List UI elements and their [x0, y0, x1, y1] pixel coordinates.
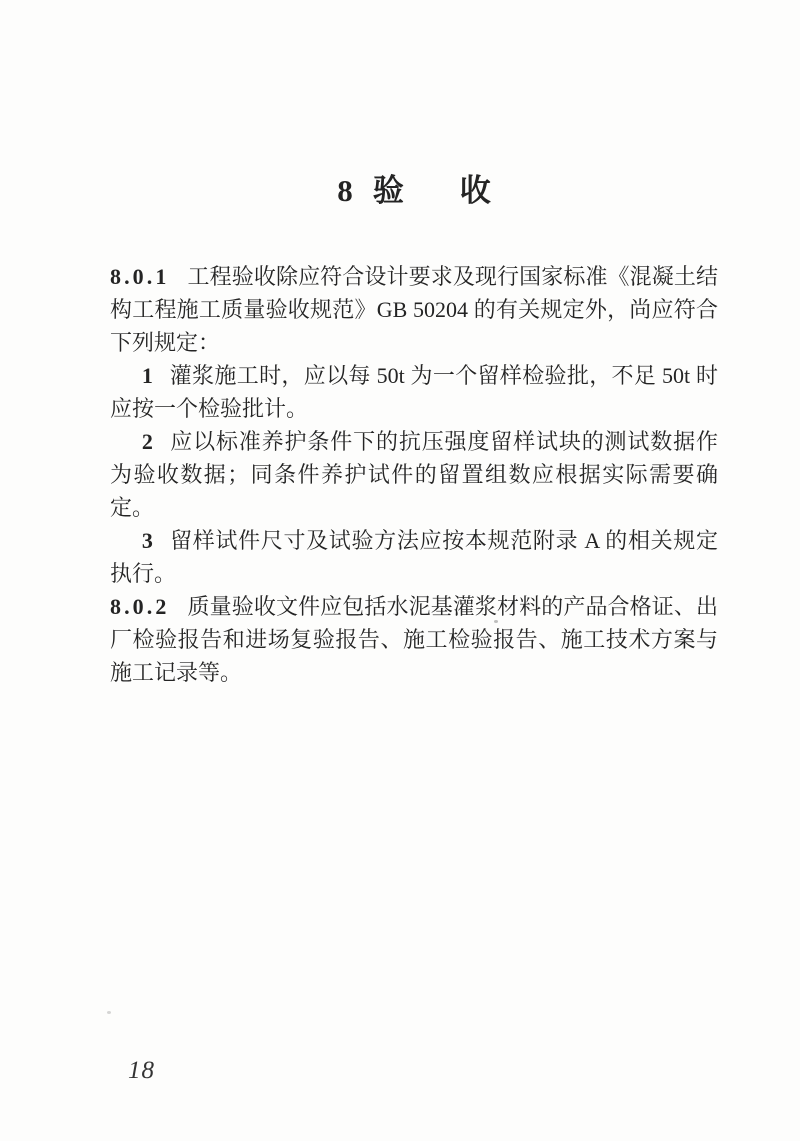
clause-8-0-2-label: 8.0.2: [110, 594, 170, 619]
clause-item-1: [110, 359, 718, 425]
page-content: [110, 170, 718, 689]
chapter-heading: [110, 170, 718, 212]
clause-item-3: [110, 524, 718, 590]
clause-body: [110, 260, 718, 689]
clause-item-2-text: 应以标准养护条件下的抗压强度留样试块的测试数据作为验收数据；同条件养护试件的留置组数应根据实际需要确定。: [110, 429, 718, 520]
clause-item-1-text: 灌浆施工时，应以每 50t 为一个留样检验批，不足 50t 时应按一个检验批计。: [110, 363, 718, 421]
chapter-number: 8: [337, 173, 353, 208]
scan-speck-dot: [494, 620, 498, 623]
clause-item-1-number: 1: [141, 363, 153, 388]
clause-8-0-2: [110, 590, 718, 689]
page-number: 18: [128, 1057, 155, 1084]
clause-item-3-text: 留样试件尺寸及试验方法应按本规范附录 A 的相关规定执行。: [110, 528, 718, 586]
clause-8-0-1-text: 工程验收除应符合设计要求及现行国家标准《混凝土结构工程施工质量验收规范》GB 50204 的有关规定外，尚应符合下列规定：: [110, 264, 718, 355]
scan-speck-dot: [107, 1011, 111, 1014]
clause-item-2: [110, 425, 718, 524]
clause-8-0-1-label: 8.0.1: [110, 264, 170, 289]
clause-item-2-number: 2: [141, 429, 153, 454]
clause-item-3-number: 3: [141, 528, 153, 553]
clause-8-0-2-text: 质量验收文件应包括水泥基灌浆材料的产品合格证、出厂检验报告和进场复验报告、施工检验报告、施工技术方案与施工记录等。: [110, 594, 718, 685]
chapter-title: 验收: [372, 173, 547, 208]
clause-8-0-1: [110, 260, 718, 359]
